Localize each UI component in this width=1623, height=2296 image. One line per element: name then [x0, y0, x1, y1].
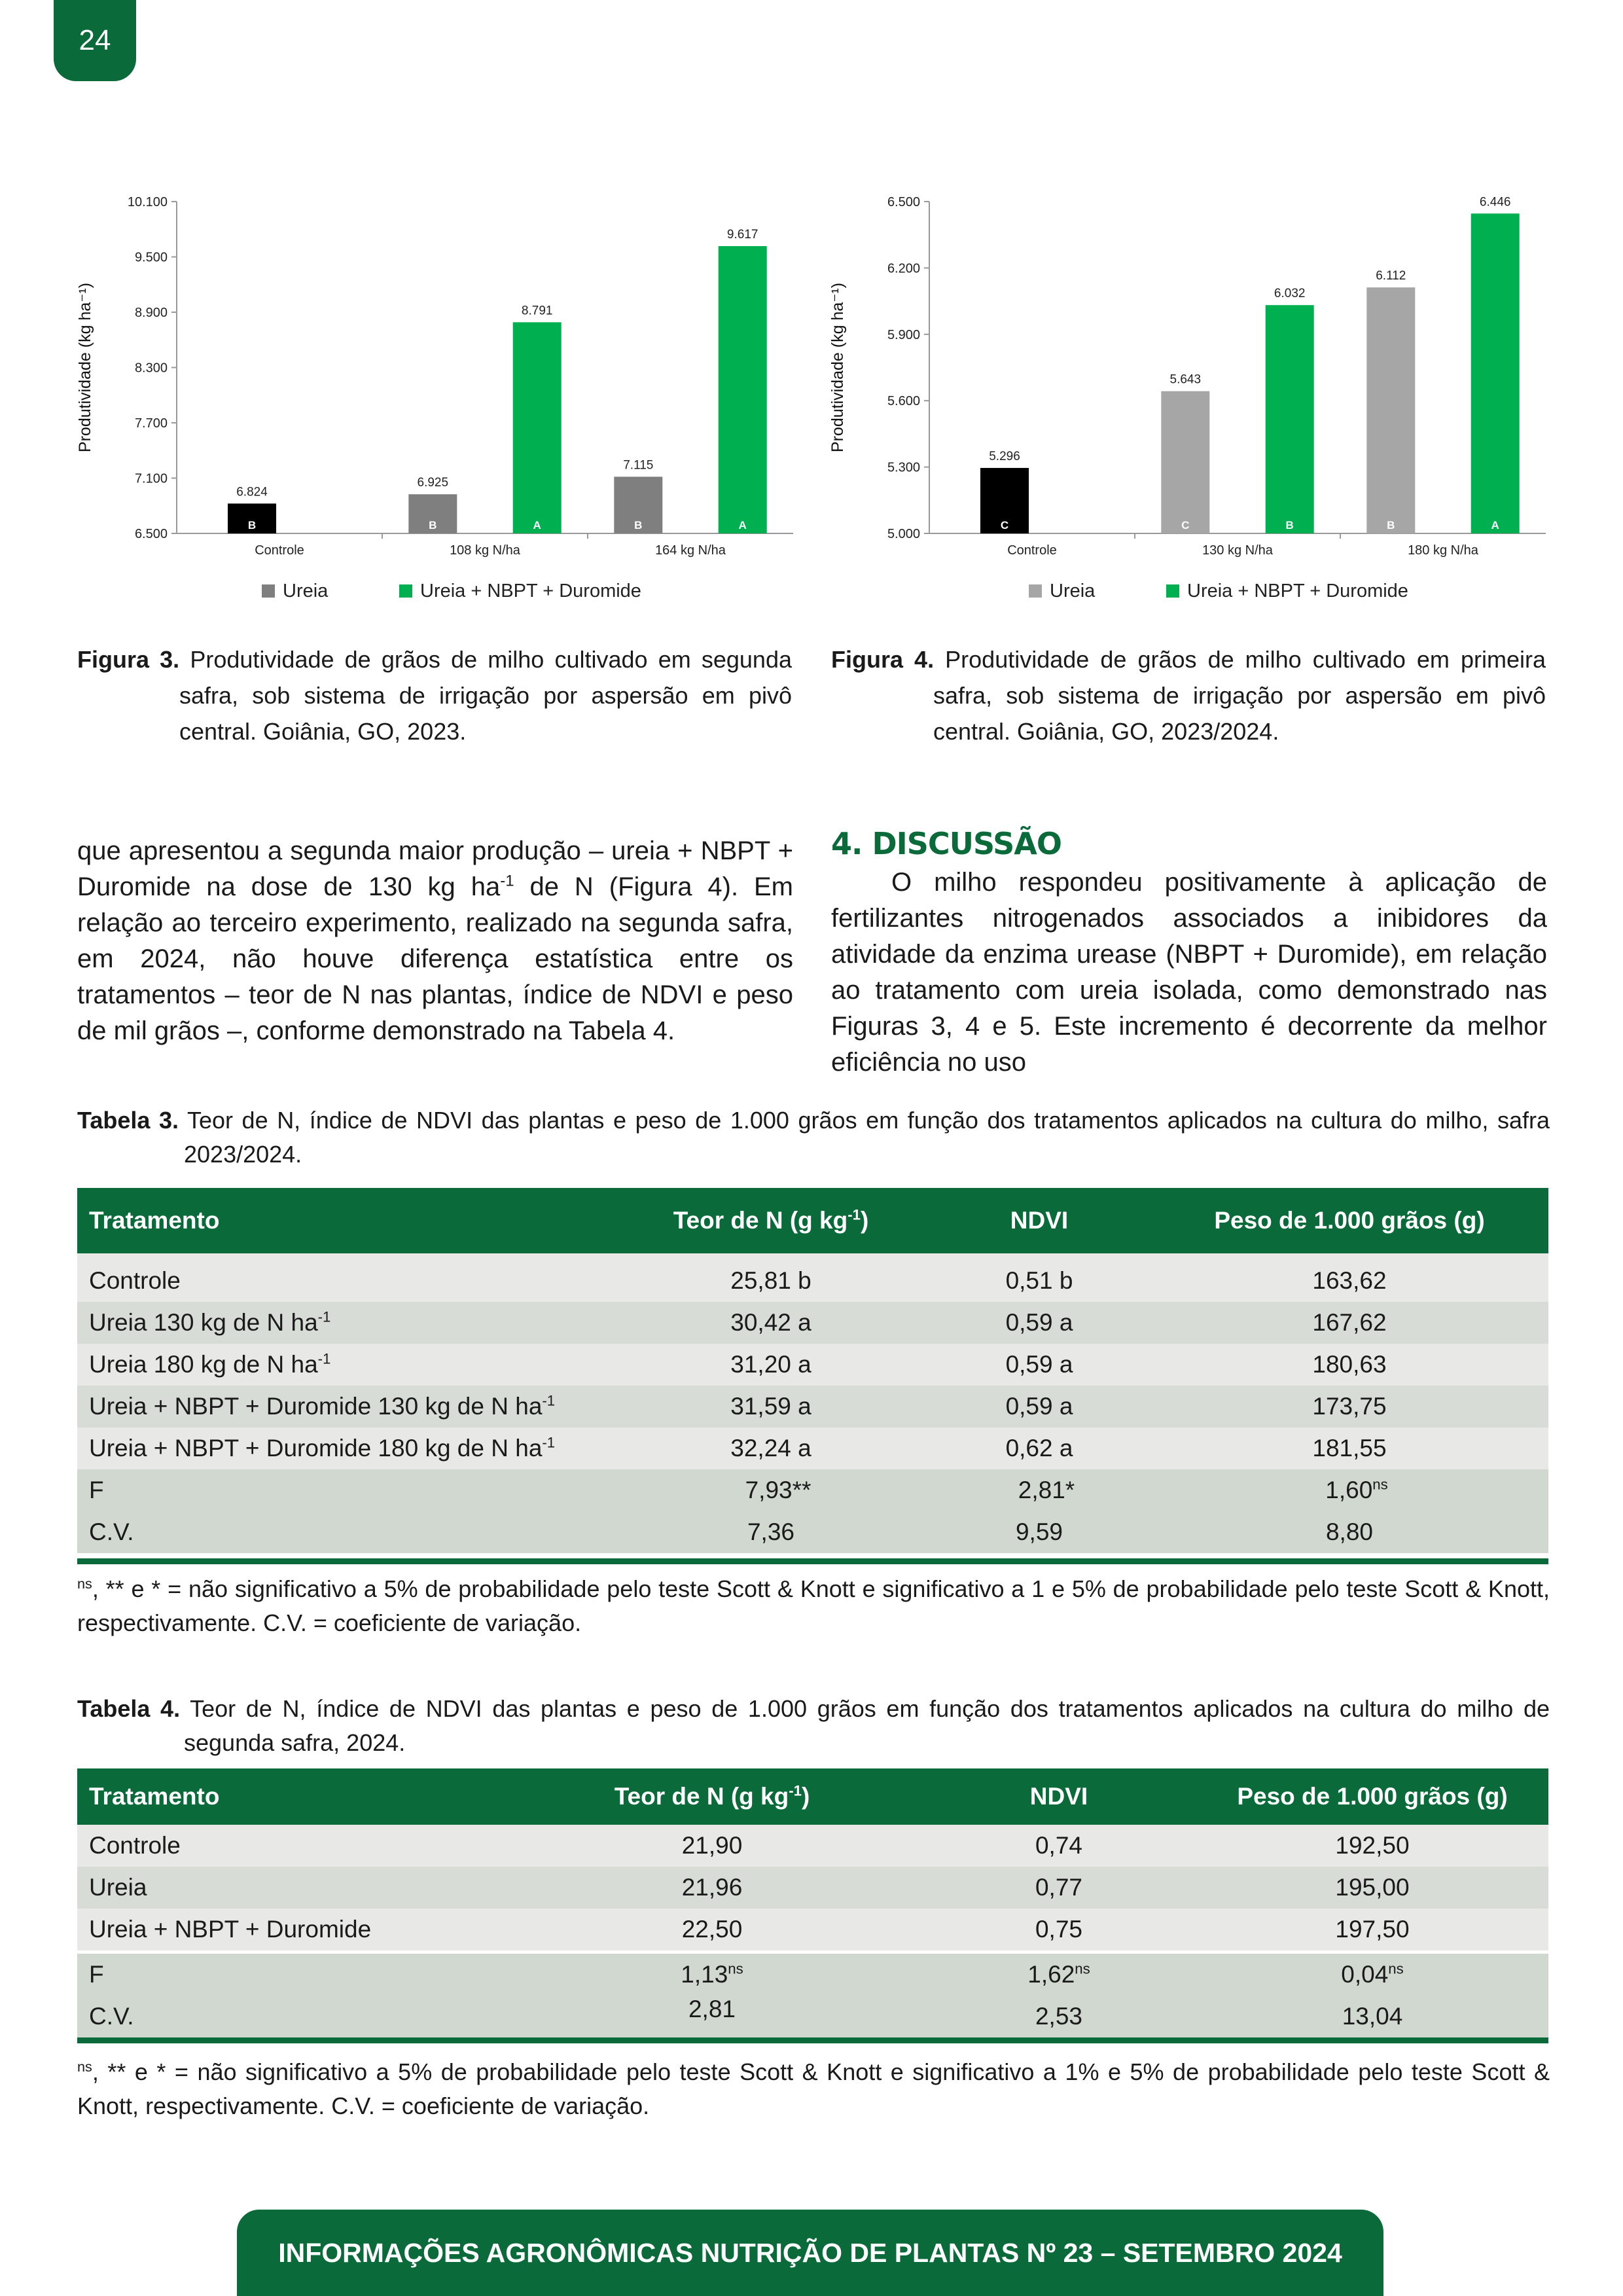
- significance-letter: B: [429, 519, 437, 531]
- table-row-f: F $1,13^{ns}$ $1,62^{ns}$ $0,04^{ns}$: [77, 1952, 1548, 1996]
- figure-3-bar-chart: [65, 183, 818, 615]
- footer-publication-bar: INFORMAÇÕES AGRONÔMICAS NUTRIÇÃO DE PLANTAS Nº 23 – SETEMBRO 2024: [237, 2210, 1383, 2296]
- significance-letter: C: [1181, 519, 1190, 531]
- x-tick-label: 180 kg N/ha: [1408, 543, 1478, 558]
- table-3-header: [77, 1188, 1548, 1253]
- x-tick-label: 130 kg N/ha: [1202, 543, 1273, 558]
- header-teor-n: Teor de N (g $kg^{-1}$): [614, 1188, 928, 1253]
- left-column-text: [77, 833, 793, 1049]
- y-axis-title: Produtividade (kg ha⁻¹): [829, 282, 847, 453]
- bar: [1161, 391, 1209, 533]
- x-tick-label: Controle: [1007, 543, 1057, 558]
- y-tick-label: 5.000: [887, 527, 920, 541]
- figure-4-caption: [831, 641, 1546, 749]
- header-ndvi: NDVI: [928, 1188, 1150, 1253]
- legend-label: Ureia: [283, 581, 329, 601]
- y-tick-label: 7.700: [134, 416, 168, 431]
- header-tratamento: Tratamento: [77, 1188, 614, 1253]
- significance-letter: C: [1000, 519, 1009, 531]
- legend-swatch: [1029, 584, 1042, 598]
- bar-value-label: 6.925: [417, 476, 449, 490]
- figure-3-caption: [77, 641, 792, 749]
- y-tick-label: 7.100: [134, 471, 168, 486]
- table-4-bottom-rule: [77, 2037, 1548, 2043]
- header-tratamento: Tratamento: [77, 1768, 503, 1825]
- significance-letter: A: [1491, 519, 1499, 531]
- significance-letter: B: [247, 519, 257, 531]
- left-paragraph: que apresentou a segunda maior produção – ureia + NBPT + Duromide na dose de 130 kg $ha^{-1}$ de N (Figura 4). Em relação ao terceiro experimento, realizado na segunda safra, em 2024, não houve diferença estatística entre os tratamentos – teor de N nas plantas, índice de NDVI e peso de mil grãos –, conforme demonstrado na Tabela 4.: [77, 836, 793, 1045]
- y-tick-label: 6.200: [887, 261, 920, 276]
- table-3-caption: Tabela 3. Teor de N, índice de NDVI das plantas e peso de 1.000 grãos em função dos tratamentos aplicados na cultura do milho, safra 2023/2024.: [77, 1107, 1550, 1168]
- y-tick-label: 8.900: [134, 306, 168, 320]
- legend-swatch: [262, 584, 275, 598]
- bar: [513, 322, 562, 533]
- header-peso: Peso de 1.000 grãos (g): [1150, 1188, 1548, 1253]
- discussion-paragraph: O milho respondeu positivamente à aplicação de fertilizantes nitrogenados associados a inibidores da atividade da enzima urease (NBPT + Duromide), em relação ao tratamento com ureia isolada, como demonstrado nas Figuras 3, 4 e 5. Este incremento é decorrente da melhor eficiência no uso: [831, 868, 1547, 1077]
- y-tick-label: 6.500: [134, 527, 168, 541]
- y-tick-label: 8.300: [134, 361, 168, 376]
- table-3-footnote: $^{ns}$, ** e * = não significativo a 5% de probabilidade pelo teste Scott & Knott e significativo a 1 e 5% de probabilidade pelo teste Scott & Knott, respectivamente. C.V. = coeficiente de variação.: [77, 1575, 1550, 1636]
- significance-letter: B: [1387, 519, 1395, 531]
- significance-letter: A: [738, 519, 747, 531]
- y-tick-label: 10.100: [127, 195, 168, 209]
- table-row-cv: C.V. 2,81 2,53 13,04: [77, 1996, 1548, 2037]
- y-axis-title: Produtividade (kg ha⁻¹): [76, 282, 94, 453]
- right-column-text: [831, 826, 1547, 1081]
- bar-value-label: 7.115: [623, 458, 654, 473]
- table-row: Ureia + NBPT + Duromide 22,50 0,75 197,50: [77, 1909, 1548, 1952]
- legend-label: Ureia: [1050, 581, 1096, 601]
- table-4-header: [77, 1768, 1548, 1825]
- section-title-discussion: 4. DISCUSSÃO: [831, 826, 1061, 861]
- bar-value-label: 6.032: [1274, 287, 1306, 301]
- legend-label: Ureia + NBPT + Duromide: [420, 581, 641, 601]
- table-4-caption: Tabela 4. Teor de N, índice de NDVI das plantas e peso de 1.000 grãos em função dos tratamentos aplicados na cultura do milho de segunda safra, 2024.: [77, 1695, 1550, 1756]
- table-row: Controle 25,81 b 0,51 b 163,62: [77, 1253, 1548, 1302]
- y-tick-label: 6.500: [887, 195, 920, 209]
- bar-value-label: 9.617: [726, 228, 758, 242]
- bar: [1366, 287, 1415, 533]
- table-row: Ureia 180 kg de N $ha^{-1}$ 31,20 a 0,59 a 180,63: [77, 1344, 1548, 1386]
- y-tick-label: 5.300: [887, 460, 920, 475]
- table-row: Ureia 21,96 0,77 195,00: [77, 1867, 1548, 1909]
- legend-label: Ureia + NBPT + Duromide: [1187, 581, 1408, 601]
- bar-value-label: 6.112: [1376, 269, 1406, 283]
- significance-letter: B: [634, 519, 643, 531]
- bar-value-label: 8.791: [521, 304, 553, 318]
- table-row-f: F 7,93** 2,81* $1,60^{ns}$: [77, 1469, 1548, 1511]
- table-3: [77, 1188, 1548, 1553]
- y-tick-label: 5.900: [887, 327, 920, 342]
- significance-letter: A: [533, 519, 541, 531]
- page-number: 24: [54, 0, 136, 81]
- table-row-cv: C.V. 7,36 9,59 8,80: [77, 1511, 1548, 1553]
- bar-value-label: 5.296: [989, 449, 1020, 463]
- table-row: Ureia + NBPT + Duromide 130 kg de N $ha^{-1}$ 31,59 a 0,59 a 173,75: [77, 1386, 1548, 1427]
- header-peso: Peso de 1.000 grãos (g): [1196, 1768, 1548, 1825]
- figure-3-caption-text: Produtividade de grãos de milho cultivado em segunda safra, sob sistema de irrigação por aspersão em pivô central. Goiânia, GO, 2023.: [179, 646, 792, 745]
- x-tick-label: Controle: [255, 543, 304, 558]
- figure-3-caption-label: Figura 3.: [77, 646, 180, 673]
- bar-value-label: 5.643: [1169, 372, 1202, 387]
- legend-swatch: [399, 584, 412, 598]
- bar: [719, 246, 767, 533]
- x-tick-label: 164 kg N/ha: [655, 543, 726, 558]
- table-4: [77, 1768, 1548, 2037]
- table-row: Ureia + NBPT + Duromide 180 kg de N $ha^{-1}$ 32,24 a 0,62 a 181,55: [77, 1427, 1548, 1469]
- table-4-footnote: $^{ns}$, ** e * = não significativo a 5% de probabilidade pelo teste Scott & Knott e significativo a 1% e 5% de probabilidade pelo teste Scott & Knott, respectivamente. C.V. = coeficiente de variação.: [77, 2058, 1550, 2119]
- bar-value-label: 6.824: [236, 485, 268, 499]
- table-row: Ureia 130 kg de N $ha^{-1}$ 30,42 a 0,59 a 167,62: [77, 1302, 1548, 1344]
- bar-value-label: 6.446: [1479, 195, 1511, 209]
- header-ndvi: NDVI: [921, 1768, 1196, 1825]
- bar: [1266, 305, 1314, 533]
- y-tick-label: 5.600: [887, 394, 920, 409]
- significance-letter: B: [1285, 519, 1294, 531]
- table-3-bottom-rule: [77, 1558, 1548, 1564]
- table-row: Controle 21,90 0,74 192,50: [77, 1825, 1548, 1867]
- x-tick-label: 108 kg N/ha: [450, 543, 520, 558]
- bar: [1471, 213, 1520, 533]
- figure-4-bar-chart: [818, 183, 1571, 615]
- legend-swatch: [1166, 584, 1179, 598]
- figure-4-caption-label: Figura 4.: [831, 646, 935, 673]
- y-tick-label: 9.500: [134, 250, 168, 265]
- header-teor-n: Teor de N (g $kg^{-1}$): [503, 1768, 921, 1825]
- figure-4-caption-text: Produtividade de grãos de milho cultivado em primeira safra, sob sistema de irrigação por aspersão em pivô central. Goiânia, GO, 2023/2024.: [933, 646, 1546, 745]
